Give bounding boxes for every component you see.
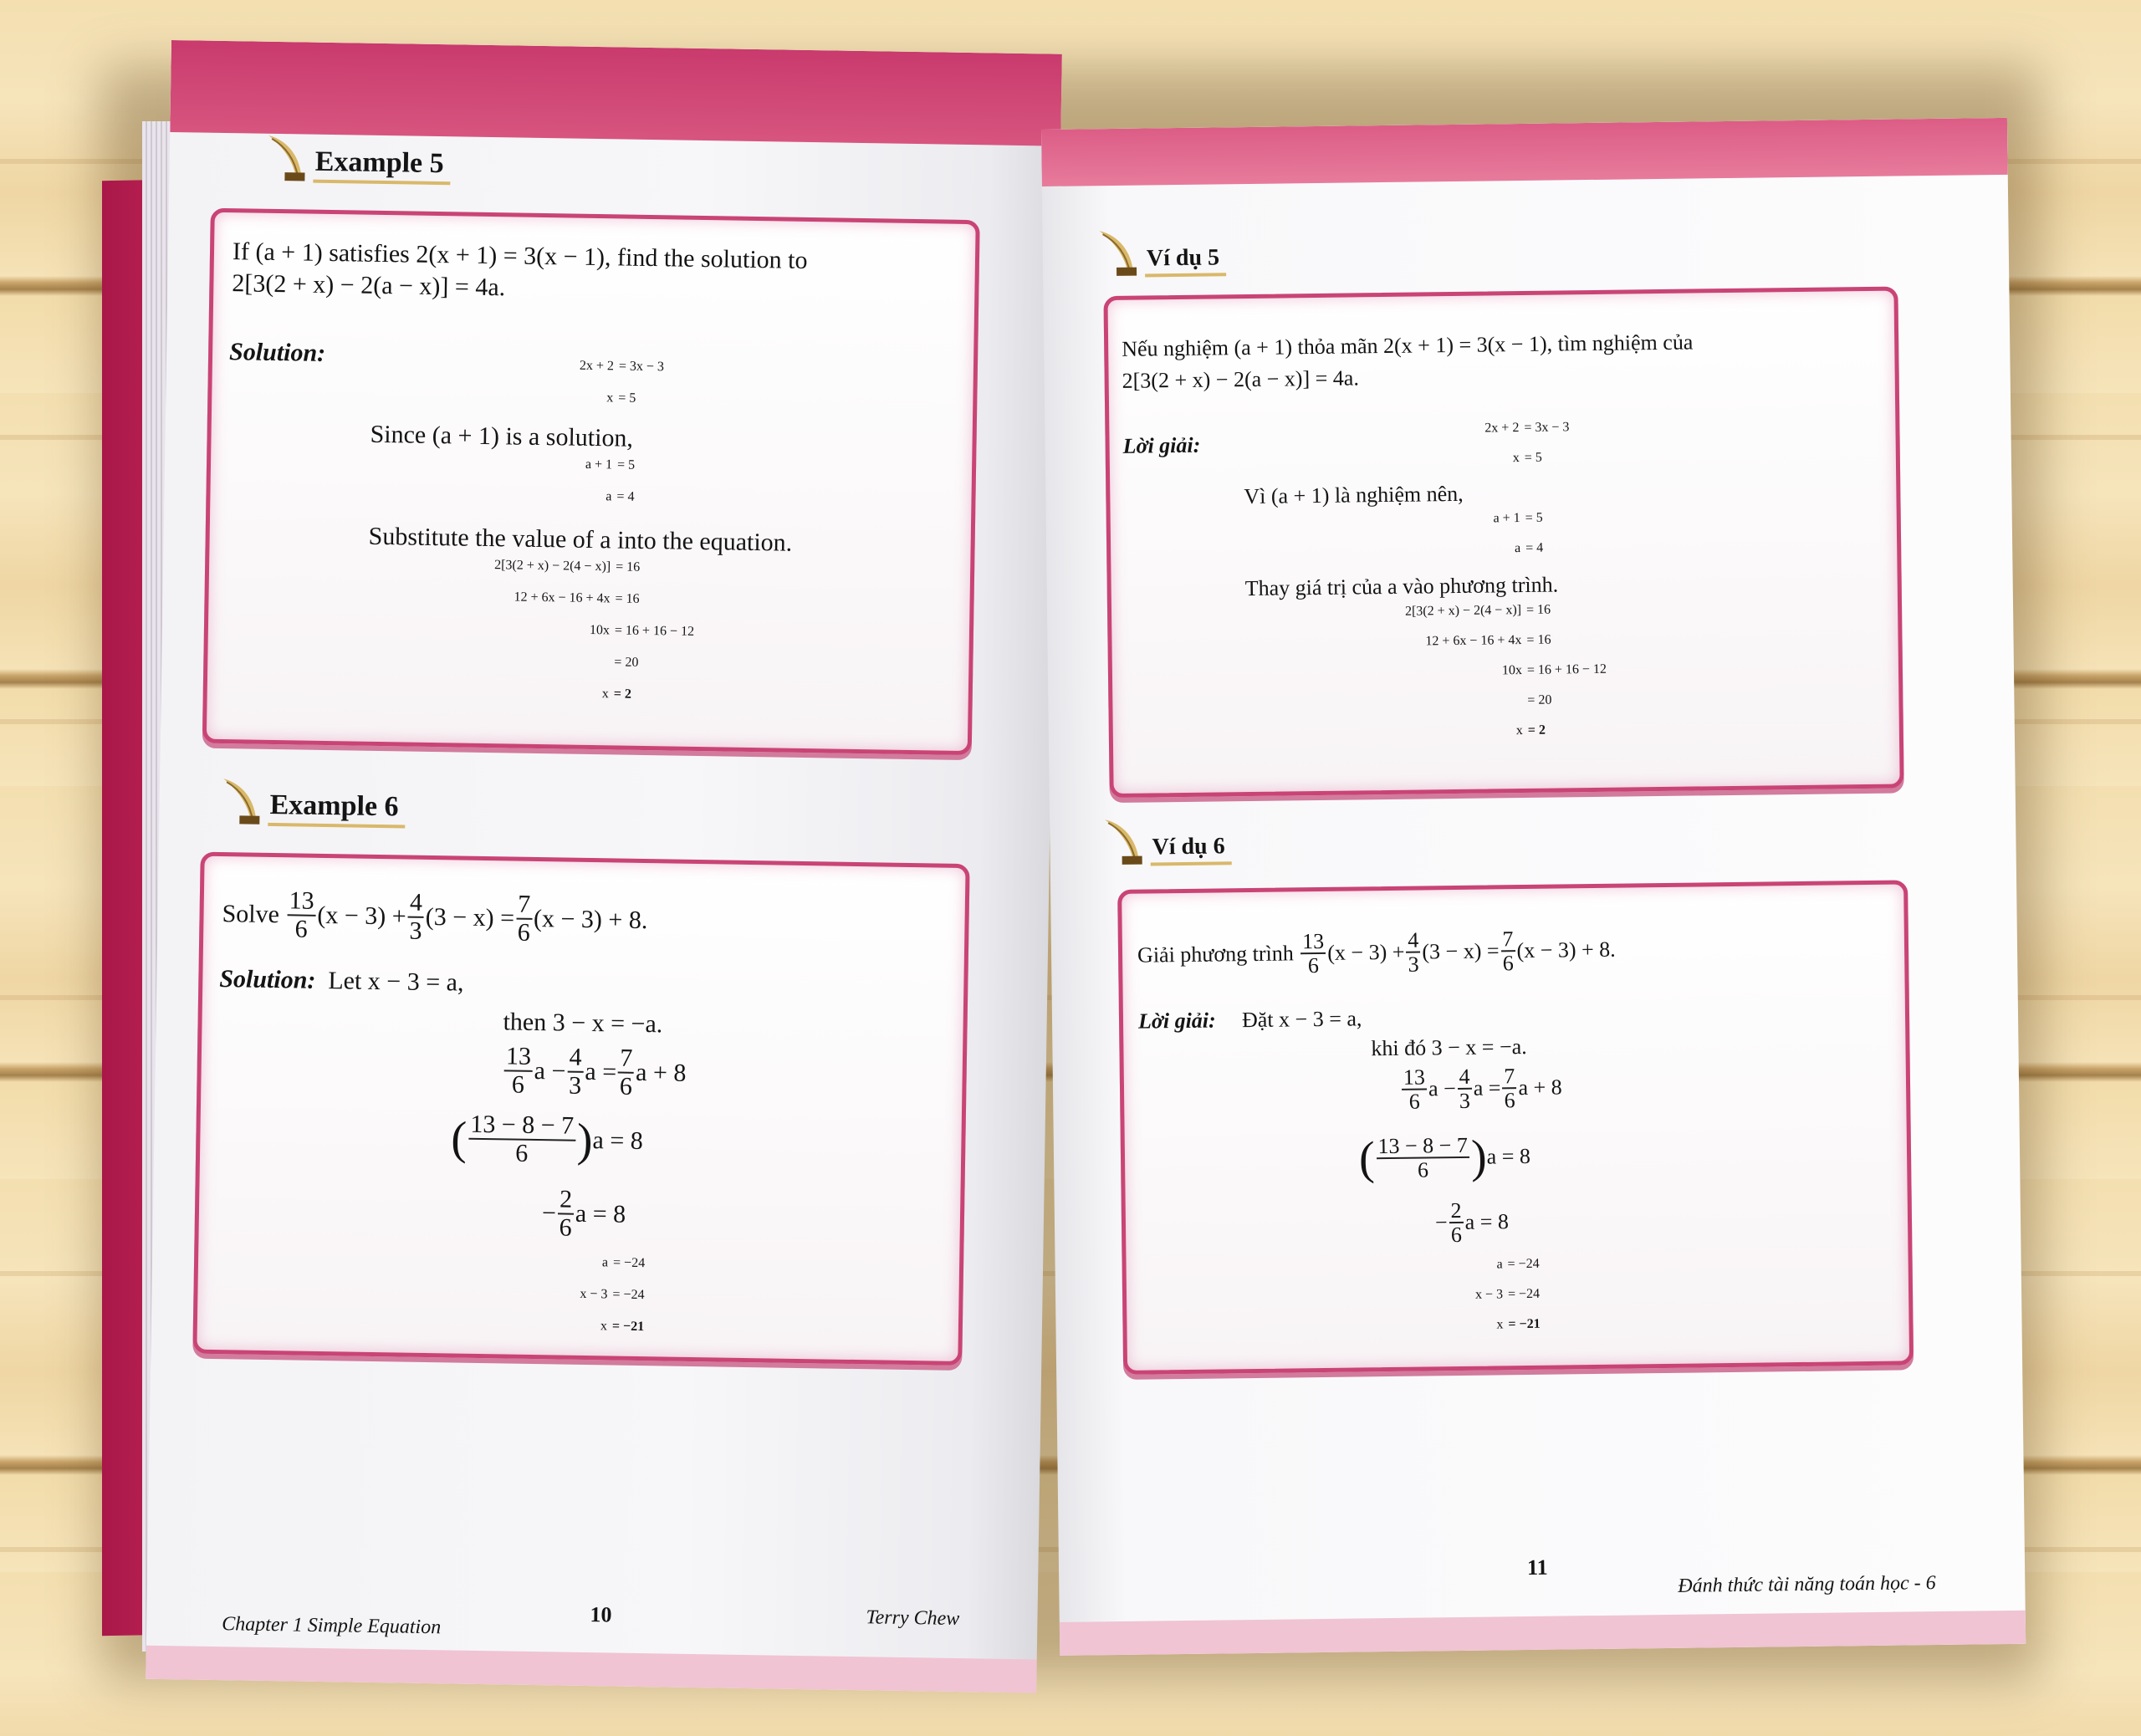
equation-row: a = −24 — [601, 1255, 646, 1271]
bottom-band — [146, 1646, 1036, 1693]
equation-fraction-row: $\frac{13}{6}$ a − $\frac{4}{3}$ a = $\frac{7}{6}$ a + 8 — [502, 1043, 687, 1100]
equation-row: a = 4 — [606, 489, 635, 504]
example-title: Example 6 — [268, 789, 406, 829]
equation-row: x − 3 = −24 — [580, 1286, 645, 1303]
example6-heading — [217, 775, 406, 829]
fraction: $\frac{7}{6}$ — [1502, 927, 1514, 976]
example6-box — [192, 852, 969, 1366]
equation-row: x − 3 = −24 — [1474, 1286, 1541, 1302]
example5-heading — [263, 132, 451, 186]
equation-row: x = 5 — [1512, 450, 1542, 466]
fraction: $\frac{13}{6}$ — [1402, 1065, 1428, 1113]
quill-icon — [1094, 227, 1138, 278]
fraction: $\frac{13}{6}$ — [503, 1043, 533, 1098]
question-line-1: If (a + 1) satisfies 2(x + 1) = 3(x − 1), find the solution to — [232, 237, 808, 274]
question-line: Solve $\frac{13}{6}$ (x − 3) + $\frac{4}{3}$ (3 − x) = $\frac{7}{6}$ (x − 3) + 8. — [222, 886, 648, 947]
then-text: then 3 − x = −a. — [503, 1008, 663, 1039]
substitute-text: Thay giá trị của a vào phương trình. — [1244, 572, 1559, 601]
equation-fraction-row: − $\frac{2}{6}$ a = 8 — [541, 1185, 626, 1242]
fraction: $\frac{2}{6}$ — [559, 1185, 573, 1242]
fraction: $\frac{4}{3}$ — [1408, 927, 1419, 978]
solution-label: Lời giải: — [1137, 1008, 1216, 1034]
example6-box — [1117, 880, 1914, 1375]
example-title: Ví dụ 5 — [1145, 244, 1227, 277]
fraction: $\frac{4}{3}$ — [1459, 1064, 1471, 1114]
solution-label: Solution: — [219, 965, 316, 994]
solution-label: Solution: — [228, 338, 326, 367]
fraction: $\frac{13 - 8 - 7}{6}$ — [468, 1111, 576, 1167]
right-page — [1041, 118, 2026, 1656]
fraction: $\frac{13}{6}$ — [1300, 930, 1326, 978]
question-line-1: Nếu nghiệm (a + 1) thỏa mãn 2(x + 1) = 3(x − 1), tìm nghiệm của — [1122, 329, 1694, 361]
quill-icon — [263, 132, 307, 183]
quill-icon — [217, 775, 262, 826]
footer-title: Đánh thức tài năng toán học - 6 — [1678, 1572, 1936, 1597]
question-line: Giải phương trình $\frac{13}{6}$ (x − 3) + $\frac{4}{3}$ (3 − x) = $\frac{7}{6}$ (x − 3) + 8. — [1137, 927, 1616, 978]
answer-row: x = 2 — [1515, 722, 1546, 738]
equation-row: = 20 — [614, 655, 639, 670]
fraction: $\frac{4}{3}$ — [409, 888, 423, 945]
let-text: Let x − 3 = a, — [328, 967, 464, 997]
answer-row: x = −21 — [600, 1319, 645, 1335]
equation-row: 10x = 16 + 16 − 12 — [589, 622, 695, 639]
equation-fraction-row: $\frac{13}{6}$ a − $\frac{4}{3}$ a = $\frac{7}{6}$ a + 8 — [1403, 1064, 1562, 1115]
let-text: Đặt x − 3 = a, — [1241, 1006, 1362, 1033]
fraction: $\frac{7}{6}$ — [1504, 1064, 1515, 1113]
equation-row: 2[3(2 + x) − 2(4 − x)] = 16 — [1404, 602, 1551, 619]
equation-row: 2x + 2 = 3x − 3 — [579, 358, 665, 375]
solution-label: Lời giải: — [1122, 432, 1201, 458]
equation-row: 12 + 6x − 16 + 4x = 16 — [1425, 632, 1551, 649]
example-title: Example 5 — [313, 146, 451, 186]
equation-row: 2x + 2 = 3x − 3 — [1484, 420, 1570, 436]
page-number: 10 — [590, 1602, 612, 1627]
equation-row: 2[3(2 + x) − 2(4 − x)] = 16 — [494, 558, 641, 574]
left-page — [146, 40, 1062, 1693]
equation-fraction-row: − $\frac{2}{6}$ a = 8 — [1434, 1197, 1510, 1248]
quill-icon — [1100, 816, 1144, 867]
equation-row: x = 5 — [606, 391, 636, 406]
since-text: Vì (a + 1) là nghiệm nên, — [1244, 481, 1464, 509]
footer-author: Terry Chew — [866, 1606, 960, 1631]
fraction: $\frac{7}{6}$ — [517, 890, 531, 947]
example5-box — [202, 208, 980, 755]
equation-row: a + 1 = 5 — [585, 457, 636, 472]
equation-paren-row: ( $\frac{13 - 8 - 7}{6}$ ) a = 8 — [450, 1110, 644, 1167]
then-text: khi đó 3 − x = −a. — [1371, 1034, 1527, 1061]
fraction: $\frac{13}{6}$ — [287, 887, 316, 942]
equation-row: a = −24 — [1496, 1256, 1540, 1272]
question-line-2: 2[3(2 + x) − 2(a − x)] = 4a. — [232, 269, 506, 302]
equation-row: 12 + 6x − 16 + 4x = 16 — [514, 590, 640, 606]
footer-chapter: Chapter 1 Simple Equation — [222, 1613, 442, 1639]
fraction: $\frac{7}{6}$ — [619, 1044, 633, 1100]
equation-row: a + 1 = 5 — [1493, 510, 1543, 526]
top-band — [170, 40, 1062, 146]
fraction: $\frac{13 - 8 - 7}{6}$ — [1376, 1134, 1469, 1182]
equation-row: a = 4 — [1514, 540, 1544, 556]
example6-heading — [1100, 814, 1232, 866]
fraction: $\frac{2}{6}$ — [1450, 1197, 1463, 1248]
top-band — [1041, 118, 2008, 186]
answer-row: x = −21 — [1496, 1316, 1541, 1332]
equation-paren-row: ( $\frac{13 - 8 - 7}{6}$ ) a = 8 — [1358, 1131, 1531, 1185]
page-number: 11 — [1526, 1555, 1548, 1580]
answer-row: x = 2 — [601, 687, 632, 702]
example5-heading — [1094, 226, 1226, 278]
example-title: Ví dụ 6 — [1150, 833, 1232, 865]
question-line-2: 2[3(2 + x) − 2(a − x)] = 4a. — [1122, 365, 1360, 393]
equation-row: 10x = 16 + 16 − 12 — [1501, 661, 1607, 678]
substitute-text: Substitute the value of a into the equation. — [368, 522, 793, 557]
fraction: $\frac{4}{3}$ — [568, 1043, 582, 1100]
example5-box — [1103, 286, 1903, 798]
equation-row: = 20 — [1527, 692, 1552, 707]
since-text: Since (a + 1) is a solution, — [370, 420, 634, 452]
